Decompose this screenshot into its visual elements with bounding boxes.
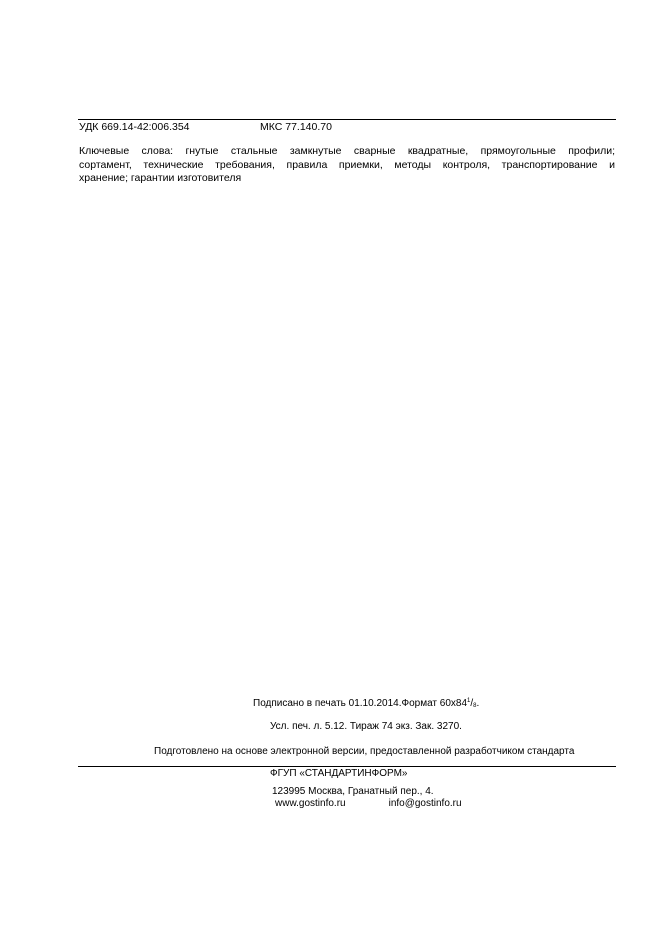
publisher-address: 123995 Москва, Гранатный пер., 4. <box>272 786 434 797</box>
keywords-line: Ключевые слова: гнутые стальные замкнутые сварные квадратные, прямоугольные профили; <box>79 145 615 157</box>
format-subscript: 8 <box>473 703 477 709</box>
publisher-name: ФГУП «СТАНДАРТИНФОРМ» <box>270 768 408 779</box>
bottom-divider <box>78 766 616 767</box>
format-superscript: 1 <box>467 698 471 704</box>
signed-for-print: Подписано в печать 01.10.2014.Формат $60x84^1/_8$. <box>253 698 480 709</box>
website-link[interactable]: www.gostinfo.ru <box>275 798 346 809</box>
keywords-line: хранение; гарантии изготовителя <box>79 172 242 184</box>
udc-code: УДК 669.14-42:006.354 <box>79 121 190 133</box>
publisher-contacts <box>275 798 462 810</box>
format-end: . <box>476 698 480 709</box>
classification-line <box>79 121 332 134</box>
signed-text: Подписано в печать 01.10.2014.Формат 60x84 <box>253 698 468 709</box>
keywords-paragraph <box>79 145 615 186</box>
mks-code: МКС 77.140.70 <box>260 121 332 133</box>
top-divider <box>78 119 616 120</box>
keywords-line: сортамент, технические требования, правила приемки, методы контроля, транспортирование и <box>79 158 615 171</box>
prepared-note: Подготовлено на основе электронной версии, предоставленной разработчиком стандарта <box>154 746 575 757</box>
email-link[interactable]: info@gostinfo.ru <box>388 798 462 809</box>
print-info: Усл. печ. л. 5.12. Тираж 74 экз. Зак. 3270. <box>270 721 462 732</box>
